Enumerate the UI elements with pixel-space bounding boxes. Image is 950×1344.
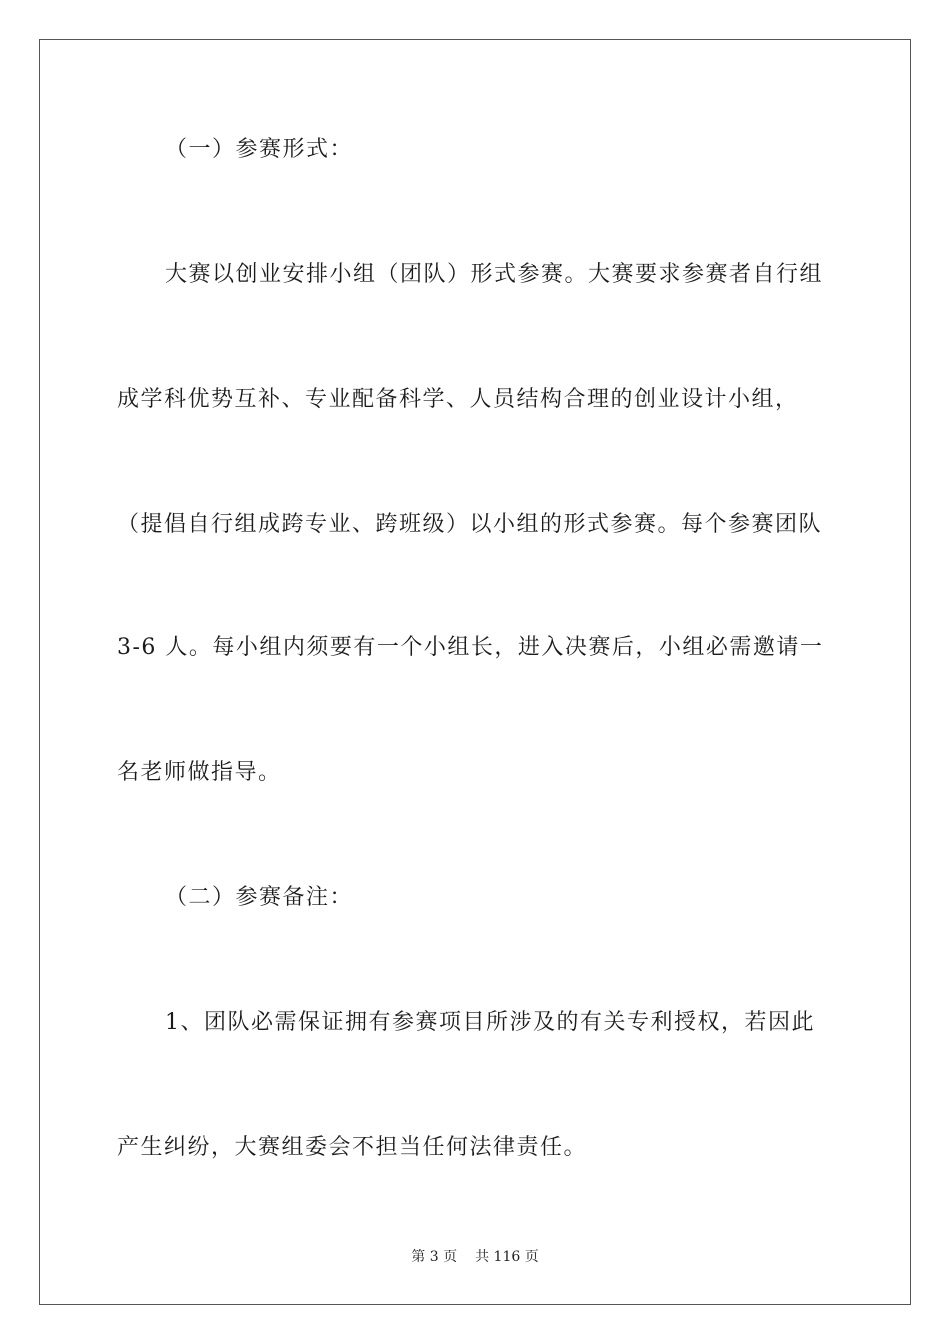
paragraph-line: 产生纠纷，大赛组委会不担当任何法律责任。	[117, 1135, 588, 1160]
paragraph-line: 1、团队必需保证拥有参赛项目所涉及的有关专利授权，若因此	[165, 1010, 815, 1035]
page-frame	[39, 39, 911, 1305]
paragraph-line: 3-6 人。每小组内须要有一个小组长，进入决赛后，小组必需邀请一	[117, 635, 824, 660]
paragraph-line: （提倡自行组成跨专业、跨班级）以小组的形式参赛。每个参赛团队	[117, 512, 823, 537]
paragraph-line: 大赛以创业安排小组（团队）形式参赛。大赛要求参赛者自行组	[165, 262, 824, 287]
page-footer	[0, 1247, 950, 1267]
paragraph-line: 成学科优势互补、专业配备科学、人员结构合理的创业设计小组，	[117, 387, 799, 412]
section-heading-2: （二）参赛备注：	[165, 885, 354, 910]
paragraph-line: 名老师做指导。	[117, 760, 282, 785]
page-total: 共 116 页	[475, 1249, 539, 1265]
page-number: 第 3 页	[411, 1249, 458, 1265]
section-heading-1: （一）参赛形式：	[165, 137, 354, 162]
